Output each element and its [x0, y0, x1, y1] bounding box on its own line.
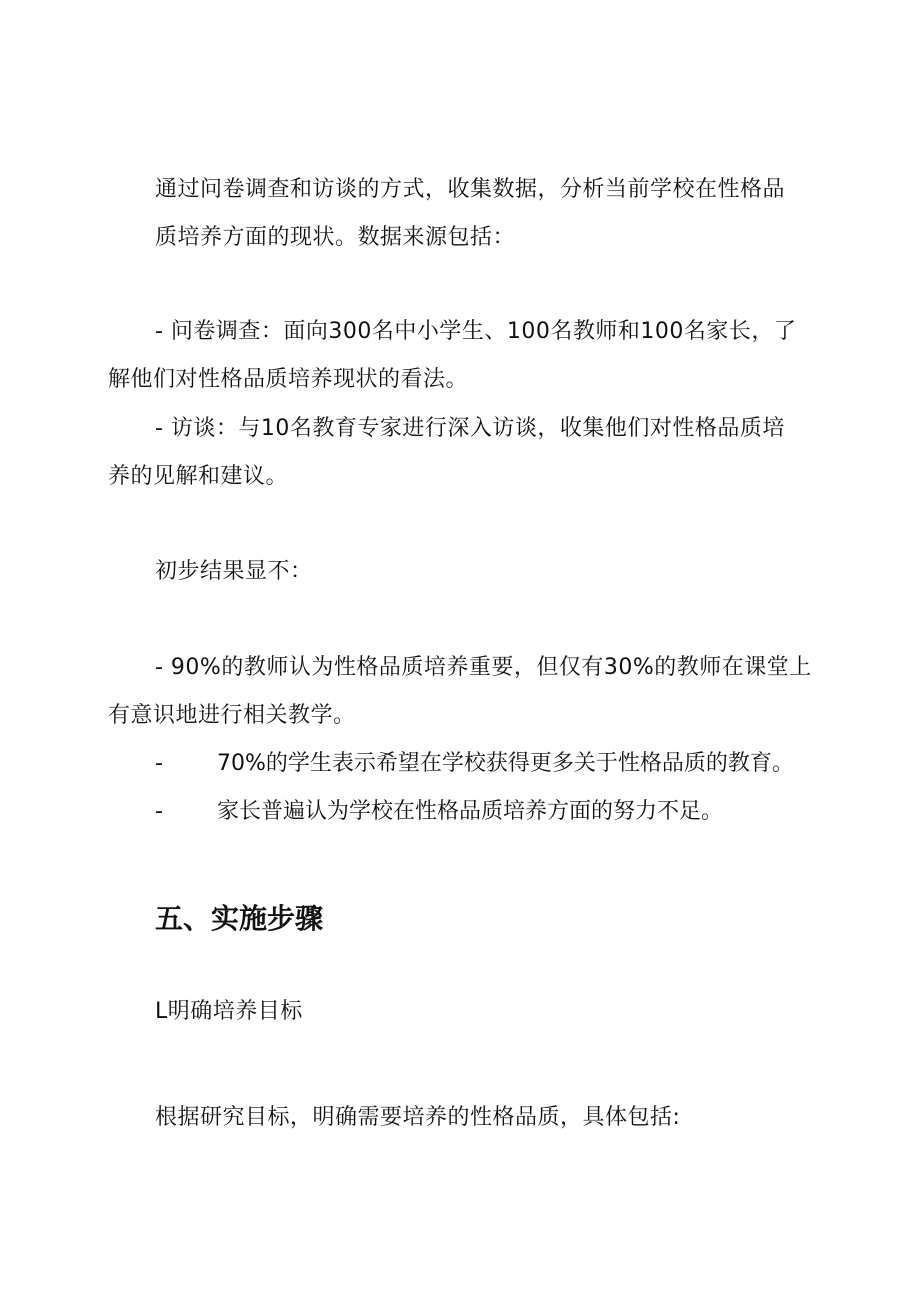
result-2-dash: - — [155, 751, 163, 776]
result-2 — [155, 749, 794, 779]
result-3-dash: - — [155, 799, 163, 824]
survey-source-line-1: - 问卷调查：面向300名中小学生、100名教师和100名家长，了 — [155, 319, 797, 344]
interview-source-line-2: 养的见解和建议。 — [108, 464, 289, 489]
result-1-line-1: - 90%的教师认为性格品质培养重要，但仅有30%的教师在课堂上 — [155, 655, 812, 680]
result-3-text: 家长普遍认为学校在性格品质培养方面的努力不足。 — [217, 799, 724, 824]
method-paragraph-line-1: 通过问卷调查和访谈的方式，收集数据，分析当前学校在性格品 — [155, 177, 786, 202]
section-heading: 五、实施步骤 — [155, 902, 324, 935]
step-1-text: 根据研究目标，明确需要培养的性格品质，具体包括: — [155, 1105, 681, 1130]
method-paragraph-line-2: 质培养方面的现状。数据来源包括： — [155, 225, 516, 250]
results-intro: 初步结果显不： — [155, 559, 313, 584]
result-2-text: 70%的学生表示希望在学校获得更多关于性格品质的教育。 — [217, 751, 794, 776]
survey-source-line-2: 解他们对性格品质培养现状的看法。 — [108, 367, 469, 392]
result-3 — [155, 797, 723, 827]
interview-source-line-1: - 访谈：与10名教育专家进行深入访谈，收集他们对性格品质培 — [155, 416, 785, 441]
step-1-title: L明确培养目标 — [155, 999, 303, 1024]
result-1-line-2: 有意识地进行相关教学。 — [108, 703, 356, 728]
